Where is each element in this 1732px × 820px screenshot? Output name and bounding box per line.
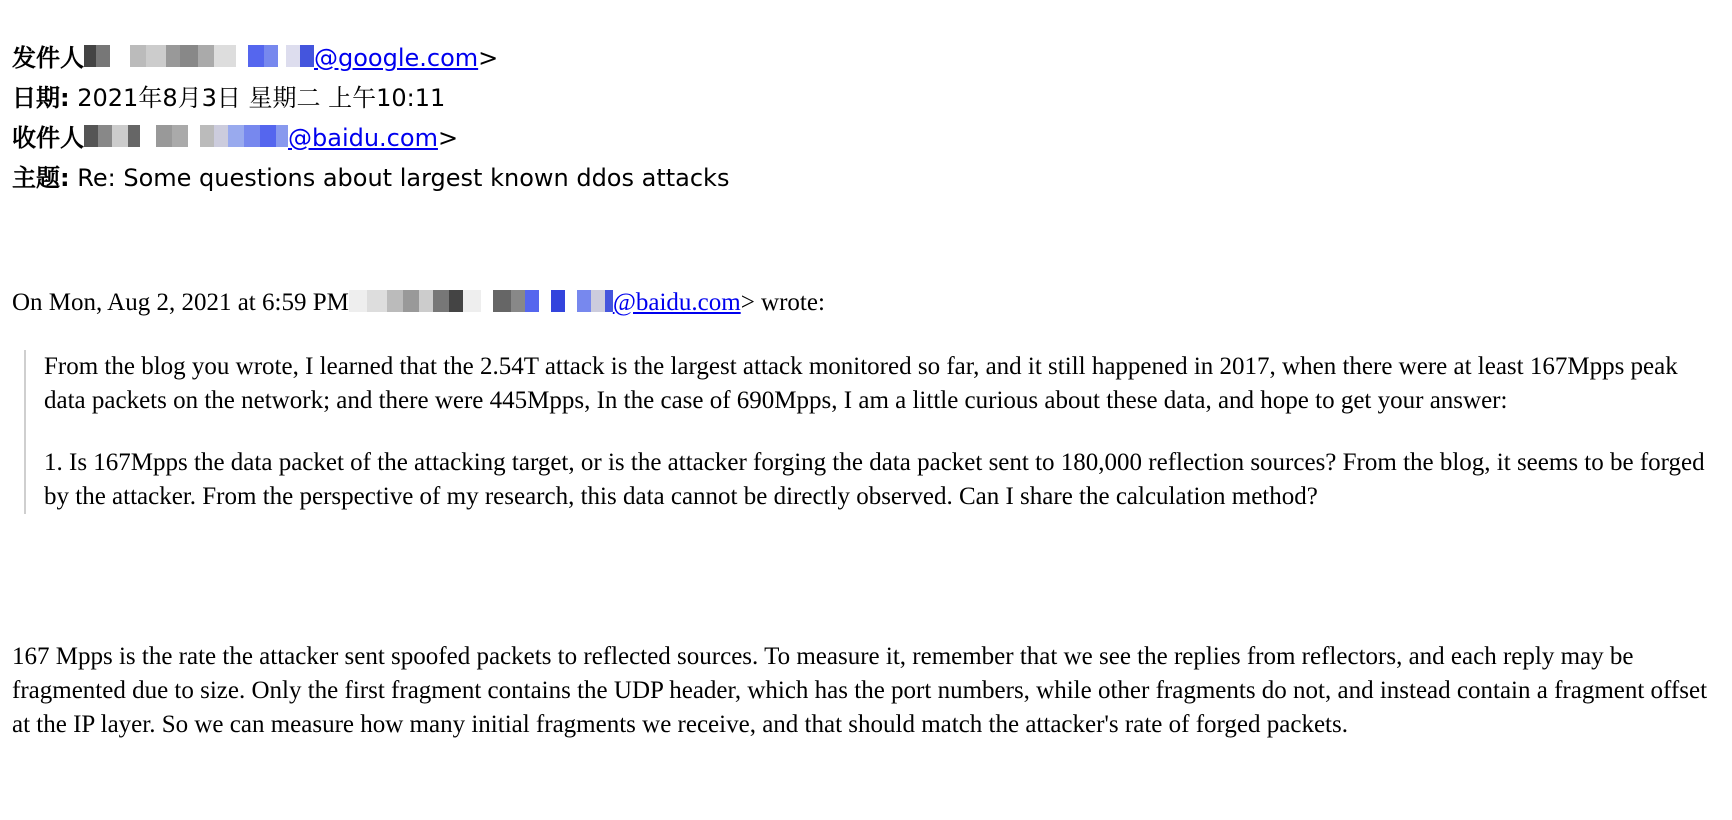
quoted-message xyxy=(24,350,1724,514)
date-label: 日期: xyxy=(12,84,70,112)
from-close-bracket: > xyxy=(478,44,499,72)
subject-value: Re: Some questions about largest known ddos attacks xyxy=(77,164,730,192)
from-email-link[interactable]: @google.com xyxy=(314,44,479,72)
email-headers xyxy=(12,38,729,198)
date-value: 2021年8月3日 星期二 上午10:11 xyxy=(77,84,446,112)
redacted-sender-name xyxy=(84,45,314,67)
header-to xyxy=(12,118,729,158)
quoted-attribution xyxy=(12,286,825,320)
quoted-paragraph-2: 1. Is 167Mpps the data packet of the attacking target, or is the attacker forging the data packet sent to 180,000 reflection sources? From the blog, it seems to be forged by the attacker. From the perspective of my research, this data cannot be directly observed. Can I share the calculation method? xyxy=(44,449,1705,510)
header-date xyxy=(12,78,729,118)
redacted-recipient-name xyxy=(84,125,288,147)
reply-message xyxy=(12,640,1724,742)
from-label: 发件人 xyxy=(12,44,84,72)
quoted-paragraph-1: From the blog you wrote, I learned that the 2.54T attack is the largest attack monitored so far, and it still happened in 2017, when there were at least 167Mpps peak data packets on the network; and there were 445Mpps, In the case of 690Mpps, I am a little curious about these data, and hope to get your answer: xyxy=(44,353,1678,414)
reply-paragraph: 167 Mpps is the rate the attacker sent spoofed packets to reflected sources. To measure it, remember that we see the replies from reflectors, and each reply may be fragmented due to size. Only the first fragment contains the UDP header, which has the port numbers, while other fragments do not, and instead contain a fragment offset at the IP layer. So we can measure how many initial fragments we receive, and that should match the attacker's rate of forged packets. xyxy=(12,643,1708,738)
header-from xyxy=(12,38,729,78)
quoted-sender-email-link[interactable]: @baidu.com xyxy=(612,289,741,316)
quoted-attribution-suffix: > wrote: xyxy=(740,289,825,316)
quoted-attribution-prefix: On Mon, Aug 2, 2021 at 6:59 PM xyxy=(12,289,349,316)
to-close-bracket: > xyxy=(437,124,459,152)
header-subject xyxy=(12,158,729,198)
to-label: 收件人 xyxy=(12,124,84,152)
redacted-quoted-sender xyxy=(349,290,613,312)
to-email-link[interactable]: @baidu.com xyxy=(288,124,438,152)
subject-label: 主题: xyxy=(12,164,70,192)
